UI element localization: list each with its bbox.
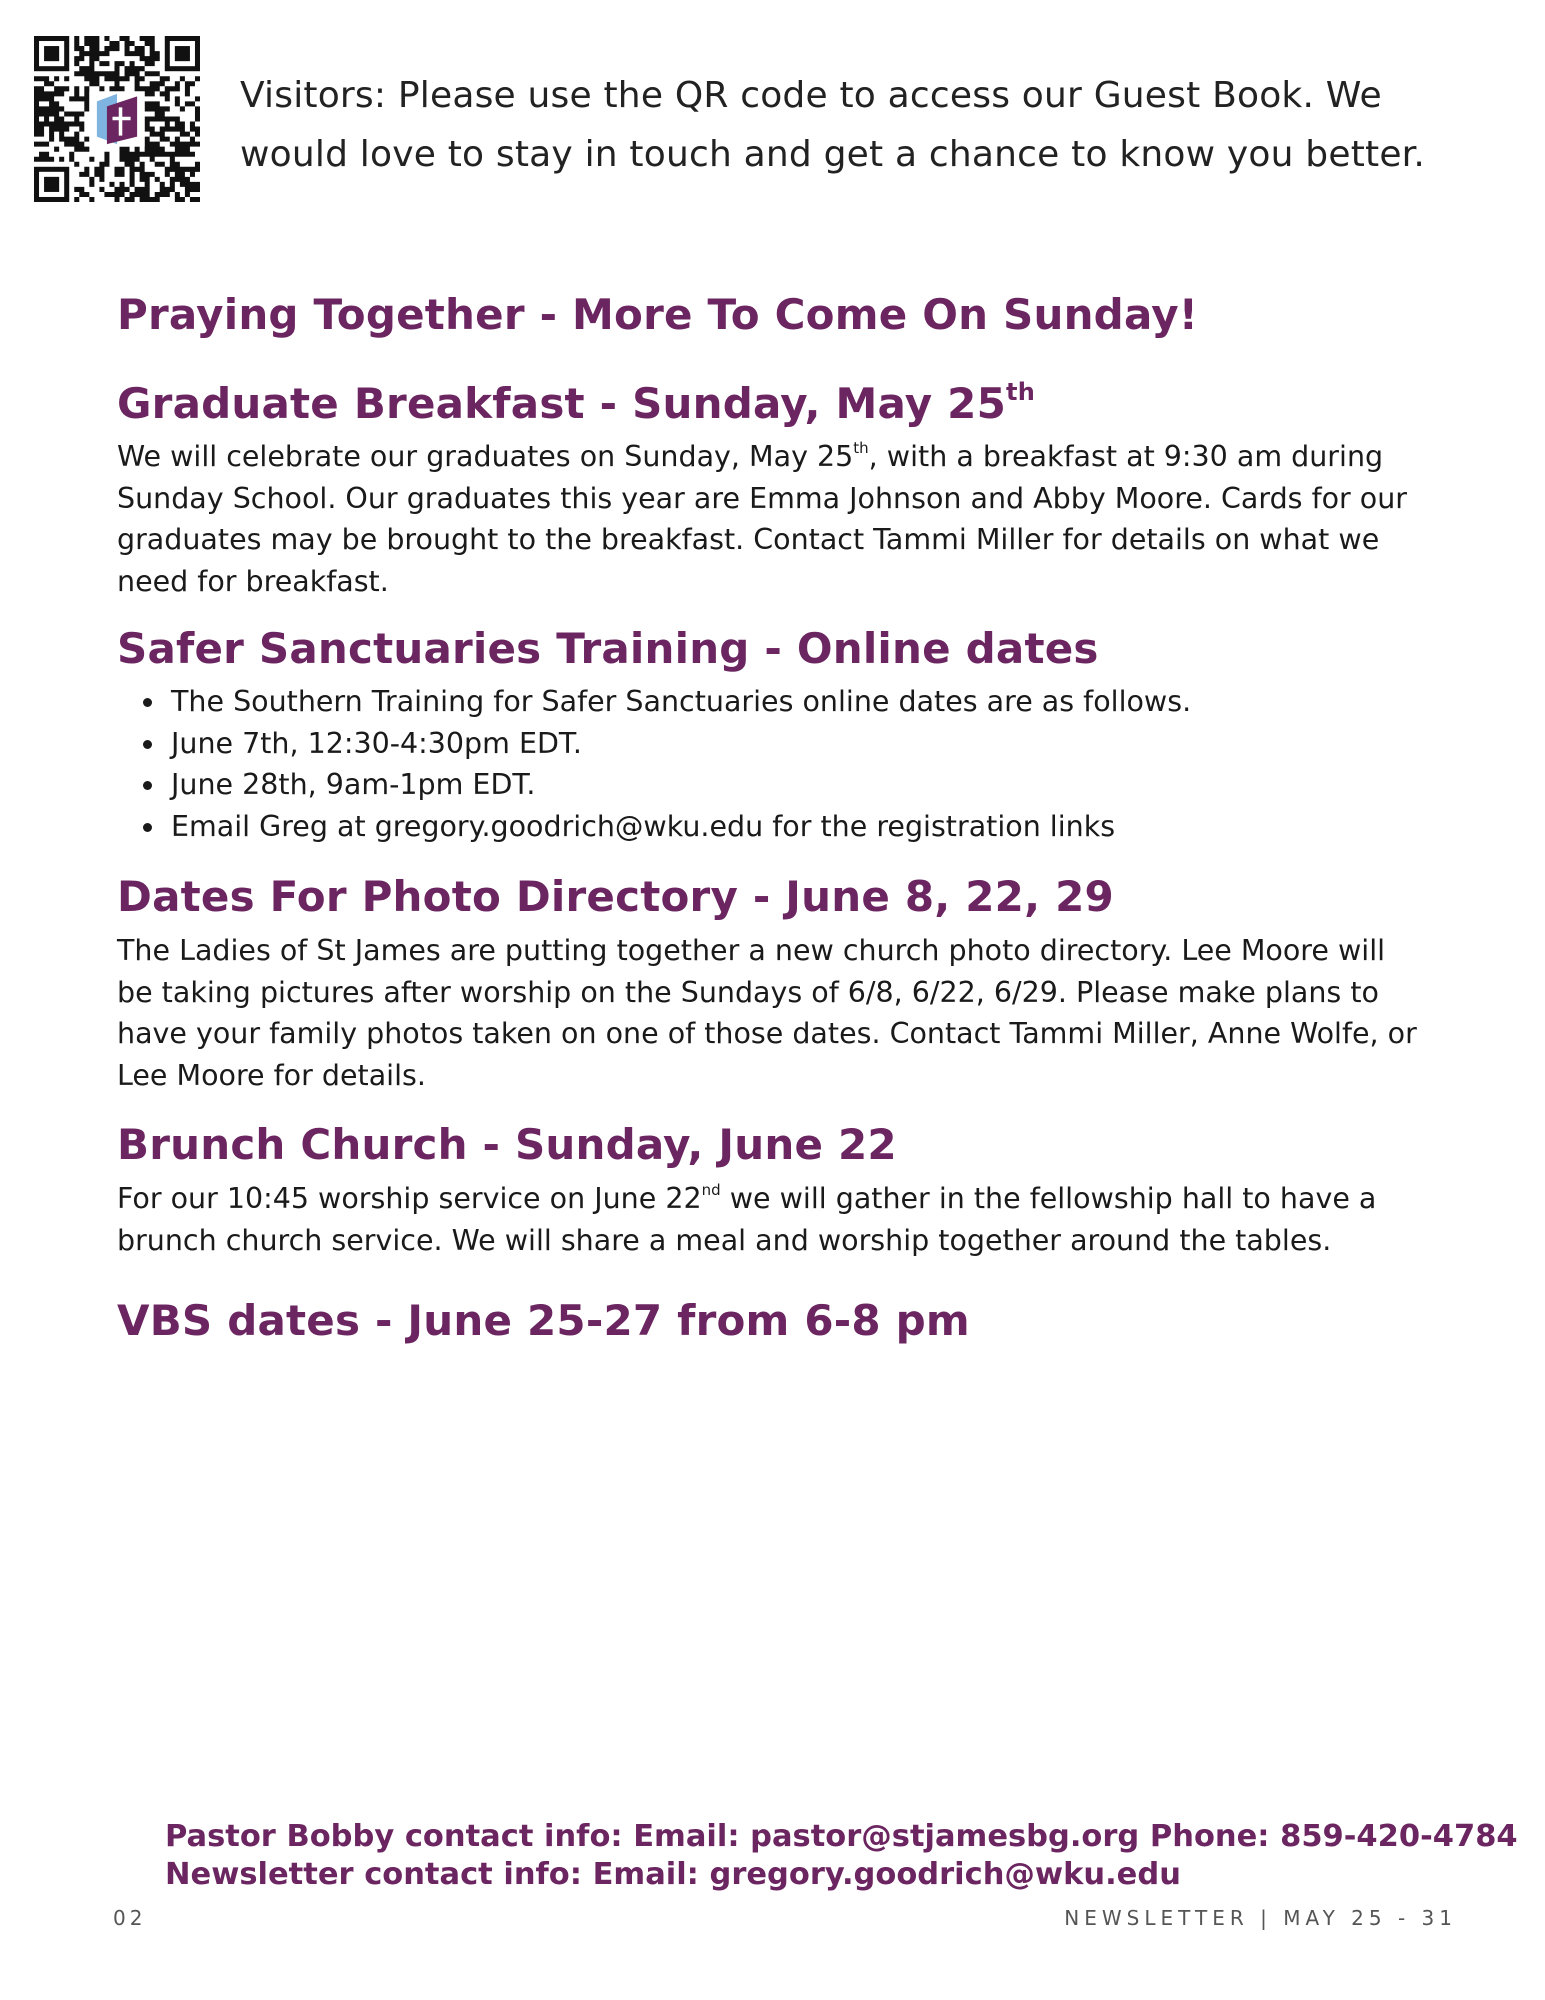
- graduate-breakfast-body: [117, 436, 1417, 602]
- visitors-message: [240, 66, 1490, 184]
- photo-directory-body: The Ladies of St James are putting together a new church photo directory. Lee Moore will be taking pictures after worship on the Sundays of 6/8, 6/22, 6/29. Please make plans to have your family photos taken on one of those dates. Contact Tammi Miller, Anne Wolfe, or Lee Moore for details.: [117, 934, 1417, 1092]
- graduate-body-b: , with a breakfast at 9:30 am during Sunday School. Our graduates this year are Emma Johnson and Abby Moore. Cards for our graduates may be brought to the breakfast. Contact Tammi Miller for details on what we need for breakfast.: [117, 440, 1408, 598]
- brunch-church-body: [117, 1178, 1417, 1261]
- brunch-body-sup: nd: [701, 1181, 721, 1199]
- heading-photo-directory: Dates For Photo Directory - June 8, 22, 29: [117, 872, 1114, 921]
- heading-graduate-text: Graduate Breakfast - Sunday, May 25: [117, 379, 1007, 428]
- heading-vbs-dates: VBS dates - June 25-27 from 6-8 pm: [117, 1296, 970, 1345]
- heading-safer-sanctuaries: Safer Sanctuaries Training - Online dates: [117, 624, 1099, 673]
- pastor-contact: Pastor Bobby contact info: Email: pastor@stjamesbg.org Phone: 859-420-4784: [165, 1819, 1518, 1854]
- heading-graduate-breakfast: [117, 378, 1035, 428]
- list-item: • June 28th, 9am-1pm EDT.: [167, 764, 1191, 806]
- graduate-body-a: We will celebrate our graduates on Sunday, May 25: [117, 440, 854, 473]
- brunch-body-a: For our 10:45 worship service on June 22: [117, 1182, 702, 1215]
- guest-book-qr-code[interactable]: [34, 36, 200, 202]
- heading-praying-together: Praying Together - More To Come On Sunday!: [117, 290, 1199, 339]
- running-head: NEWSLETTER | MAY 25 - 31: [1064, 1906, 1457, 1930]
- footer-contact-info: [165, 1818, 1518, 1894]
- list-item: • The Southern Training for Safer Sanctuaries online dates are as follows.: [167, 681, 1191, 723]
- graduate-body-sup: th: [853, 439, 869, 457]
- page-number: 02: [113, 1906, 147, 1930]
- safer-sanctuaries-list: [117, 681, 1191, 847]
- qr-code-graphic: [34, 36, 200, 202]
- visitors-line-1: Visitors: Please use the QR code to access our Guest Book. We: [240, 75, 1382, 116]
- newsletter-contact: Newsletter contact info: Email: gregory.goodrich@wku.edu: [165, 1857, 1181, 1892]
- brunch-body-b: we will gather in the fellowship hall to have a brunch church service. We will share a meal and worship together around the tables.: [117, 1182, 1377, 1257]
- heading-graduate-sup: th: [1006, 378, 1035, 406]
- heading-brunch-church: Brunch Church - Sunday, June 22: [117, 1120, 897, 1169]
- visitors-line-2: would love to stay in touch and get a chance to know you better.: [240, 134, 1426, 175]
- list-item: • Email Greg at gregory.goodrich@wku.edu for the registration links: [167, 806, 1191, 848]
- list-item: • June 7th, 12:30-4:30pm EDT.: [167, 723, 1191, 765]
